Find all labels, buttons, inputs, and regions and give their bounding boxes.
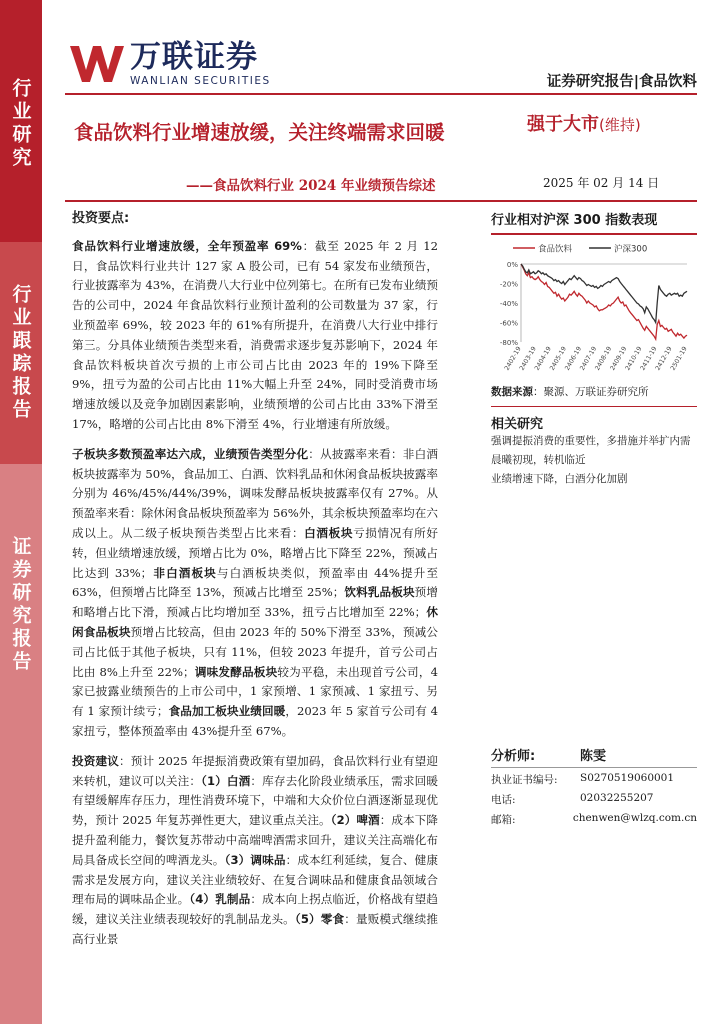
contact-label: 电话: [491, 794, 516, 806]
related-research-list [491, 432, 697, 489]
wanlian-logo-icon [68, 38, 126, 88]
data-source [491, 384, 697, 399]
x-tick-label: 2407-19 [578, 345, 599, 372]
x-tick-label: 2405-19 [548, 345, 569, 372]
body-text: ：预计 2025 年提振消费政策有望加码，食品饮料行业有望迎来转机，建议可以关注： [72, 753, 438, 788]
bold-text: 子板块多数预盈率达六成，业绩预告类型分化 [72, 446, 309, 461]
key-points-section [72, 209, 438, 960]
sidebar-block-industry-research [0, 0, 42, 242]
bold-text: （1）白酒 [201, 773, 251, 788]
key-point-paragraph [72, 445, 438, 742]
y-tick-label: -60% [499, 319, 518, 328]
bold-text: 食品饮料行业增速放缓，全年预盈率 69% [72, 238, 302, 253]
bold-text: 白酒板块 [304, 525, 354, 540]
body-text: ：截至 2025 年 2 月 12 日，食品饮料行业共计 127 家 A 股公司，已有 54 家发布业绩预告，行业披露率为 43%，在消费八大行业中位列第七。在所有已发布业绩预告的公司中，2024 年食品饮料行业预计盈利的公司数量为 37 家，行业预盈率 69%，较 2023 年的 61%有所提升，在消费八大行业中排行第三。分具体业绩预告类型来看，消费需求逐步复苏影响下，2024 年食品饮料板块首次亏损的上市公司占比由 2023 年的 19%下降至 9%，扭亏为盈的公司占比由 11%大幅上升至 24%，同时受消费市场增速放缓以及竞争加剧因素影响，业绩预增的公司占比由 33%下滑至 17%，略增的公司占比由 8%下滑至 4%，行业增速有所放缓。 [72, 238, 438, 431]
side-bar [0, 0, 42, 1024]
body-text: ，2023 年 5 家首亏公司有 4 家扭亏，整体预盈率由 43%提升至 67%。 [72, 704, 439, 738]
legend-label: 沪深300 [614, 244, 648, 255]
analyst-contact-row [491, 812, 697, 828]
x-tick-label: 2412-19 [654, 345, 674, 372]
logo-english-name: WANLIAN SECURITIES [130, 74, 271, 87]
key-point-paragraph [72, 752, 438, 950]
report-category: 证券研究报告|食品饮料 [546, 74, 697, 90]
x-tick-label: 2409-19 [609, 345, 629, 372]
sidebar-block-securities-report [0, 464, 42, 1024]
rating-main: 强于大市 [527, 114, 599, 135]
analyst-header [491, 745, 697, 768]
series-line-food-beverage [521, 264, 687, 339]
body-text: 预增和略增占比下滑，预减占比均增加至 33%，扭亏占比增加至 22%； [72, 585, 438, 620]
report-date: 2025 年 02 月 14 日 [543, 176, 660, 190]
bold-text: 投资建议 [72, 753, 119, 768]
related-research-title: 相关研究 [491, 417, 544, 432]
series-line-csi300 [521, 264, 687, 323]
x-tick-label: 2410-19 [624, 345, 644, 372]
perf-chart [491, 238, 697, 378]
body-text: ：量贩模式继续推高行业景 [72, 912, 438, 946]
sidebar-label: 行业研究 [9, 78, 32, 170]
header-rule [65, 93, 697, 95]
x-tick-label: 2501-19 [669, 345, 689, 372]
key-point-paragraph [72, 237, 438, 435]
analyst-name: 陈雯 [580, 749, 607, 764]
sidebar-label: 行业跟踪报告 [9, 284, 32, 422]
analyst-contacts [491, 772, 697, 828]
analyst-block [491, 745, 697, 828]
source-rule [491, 406, 697, 407]
bold-text: 饮料乳品板块 [344, 585, 415, 600]
report-subtitle: ——食品饮料行业 2024 年业绩预告综述 [186, 178, 436, 194]
x-tick-label: 2404-19 [533, 345, 553, 372]
legend-label: 食品饮料 [538, 244, 573, 255]
x-tick-label: 2402-19 [503, 345, 523, 372]
analyst-contact-row [491, 772, 697, 788]
x-tick-label: 2403-19 [518, 345, 538, 372]
bold-text: 调味发酵品板块 [194, 664, 278, 679]
bold-text: 非白酒板块 [152, 565, 217, 580]
analyst-label: 分析师: [491, 749, 536, 764]
contact-label: 邮箱: [491, 814, 516, 826]
y-tick-label: -20% [499, 280, 518, 289]
body-text: ：成本红利延续，复合、健康需求是发展方向，建议关注业绩较好、在复合调味品和健康食品领域合理布局的调味品企业。 [72, 852, 438, 907]
bold-text: （4）乳制品 [189, 892, 251, 907]
bold-text: （5）零食 [294, 912, 345, 927]
perf-chart-title: 行业相对沪深 300 指数表现 [491, 209, 697, 235]
contact-value: S0270519060001 [580, 772, 675, 784]
key-points-title: 投资要点: [72, 211, 130, 226]
body-text: 较为平稳，未出现首亏公司，4 家已披露业绩预告的上市公司中，1 家预增、1 家预减、1 家扭亏、另有 1 家预计续亏； [72, 664, 438, 719]
body-text: ：成本向上拐点临近，价格战有望趋缓，建议关注业绩表现较好的乳制品龙头。 [72, 892, 438, 927]
related-research-item: 业绩增速下降，白酒分化加剧 [491, 473, 628, 485]
body-text: 预增占比较高，但由 2023 年的 50%下滑至 33%，预减公司占比低于其他子板块，只有 11%，但较 2023 年提升，首亏公司占比由 8%上升至 22%； [72, 624, 438, 679]
body-text: ：库存去化阶段业绩承压，需求回暖有望缓解库存压力，理性消费环境下，中端和大众价位白酒逐渐显现优势，预计 2025 年复苏弹性更大，建议重点关注。 [72, 773, 438, 828]
related-research-item: 强调提振消费的重要性，多措施并举扩内需 [491, 435, 691, 447]
body-text: ：成本下降提升盈利能力，餐饮复苏带动中高端啤酒需求回升，建议关注高端化布局具备成长空间的啤酒龙头。 [72, 813, 438, 867]
body-text: 亏损情况有所好转，但业绩增速放缓，预增占比为 0%，略增占比下降至 22%，预减占比达到 33%； [72, 525, 438, 580]
analyst-contact-row [491, 792, 697, 808]
title-rule [65, 200, 697, 202]
data-source-label: 数据来源 [491, 386, 533, 398]
bold-text: （3）调味品 [224, 852, 286, 867]
rating-note: (维持) [599, 116, 641, 134]
sidebar-block-tracking-report [0, 242, 42, 464]
x-tick-label: 2408-19 [594, 345, 614, 372]
logo-chinese-name: 万联证券 [130, 38, 258, 75]
y-tick-label: 0% [506, 261, 518, 269]
sidebar-label: 证券研究报告 [9, 536, 32, 674]
contact-label: 执业证书编号: [491, 774, 558, 786]
body-text: 与白酒板块类似，预盈率由 44%提升至 63%，但预增占比降至 13%，预减占比增至 25%； [72, 565, 438, 600]
contact-value: chenwen@wlzq.com.cn [572, 812, 697, 824]
body-text: ：从披露率来看：非白酒板块披露率为 50%，食品加工、白酒、饮料乳品和休闲食品板块披露率分别为 46%/45%/44%/39%，调味发酵品板块披露率仅有 27%。从预盈率来看：除休闲食品板块预盈率为 56%外，其余板块预盈率均在六成以上。从二级子板块预告类型占比来看： [72, 446, 438, 540]
y-tick-label: -40% [499, 300, 518, 308]
bold-text: 休闲食品板块 [72, 605, 438, 639]
x-tick-label: 2406-19 [563, 345, 584, 372]
data-source-text: ：聚源、万联证券研究所 [533, 386, 649, 398]
right-panel [491, 209, 697, 489]
bold-text: （2）啤酒 [330, 813, 380, 828]
x-tick-label: 2411-19 [639, 345, 659, 372]
key-points-body [72, 237, 438, 950]
bold-text: 食品加工板块业绩回暖 [168, 704, 286, 719]
rating [527, 110, 641, 136]
relative-performance-chart [491, 238, 697, 378]
company-logo [68, 38, 271, 88]
contact-value: 02032255207 [580, 792, 654, 804]
y-tick-label: -80% [499, 339, 518, 347]
report-title: 食品饮料行业增速放缓，关注终端需求回暖 [74, 121, 445, 144]
related-research-item: 晨曦初现，转机临近 [491, 454, 586, 466]
